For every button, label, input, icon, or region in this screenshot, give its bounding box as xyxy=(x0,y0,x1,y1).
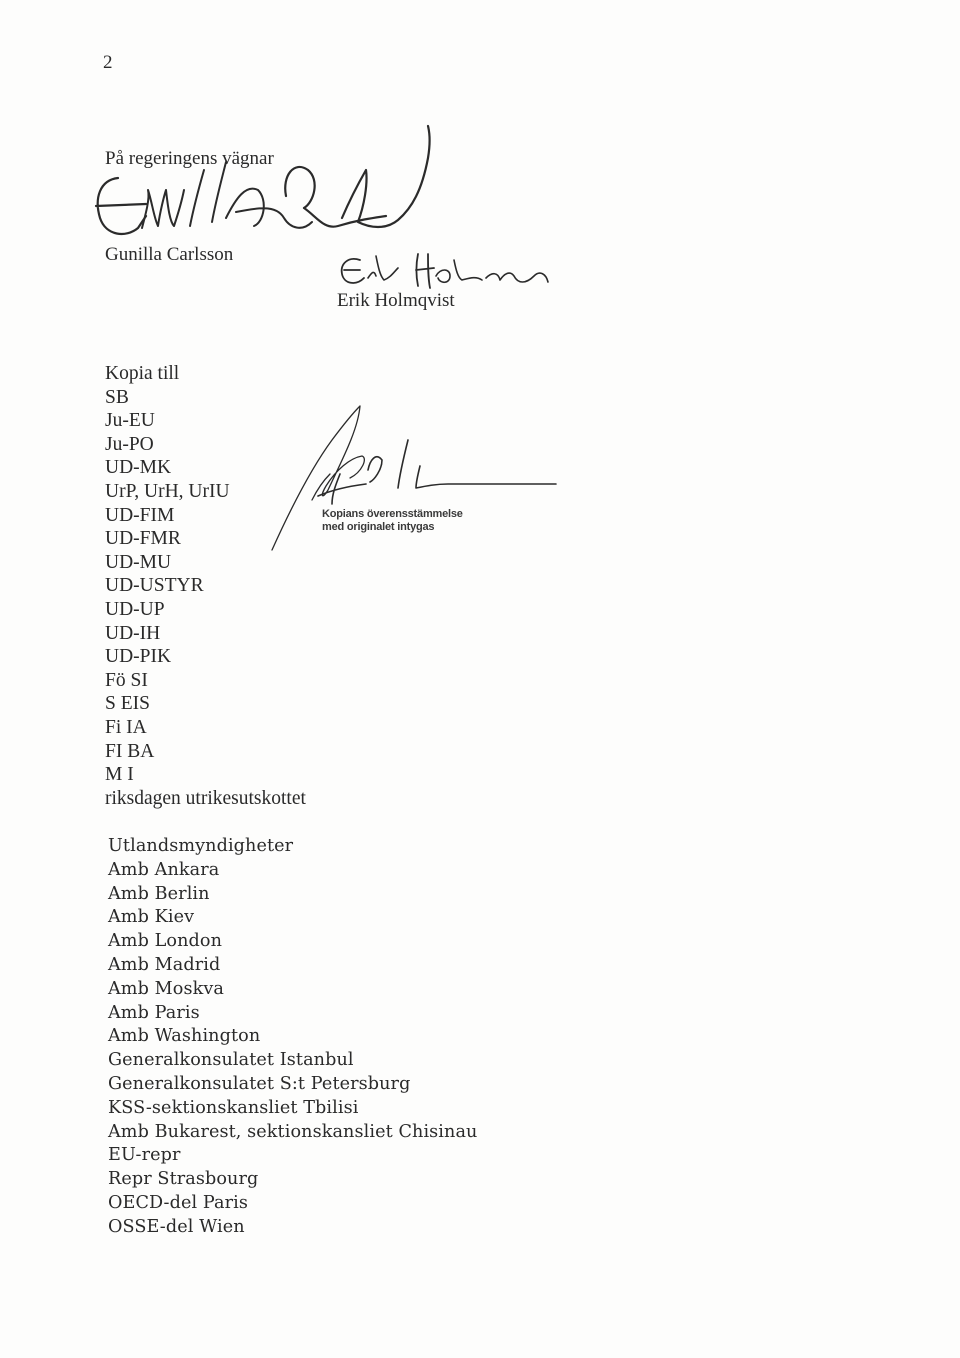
signatory-name-erik: Erik Holmqvist xyxy=(337,290,455,311)
list-item: Fö SI xyxy=(105,669,148,691)
list-heading-utlandsmyndigheter: Utlandsmyndigheter xyxy=(108,836,294,856)
certification-signature xyxy=(270,400,560,560)
list-item: UD-FMR xyxy=(105,528,181,550)
list-item: S EIS xyxy=(105,693,150,715)
list-item: UD-MK xyxy=(105,457,172,479)
stamp-line-1: Kopians överensstämmelse xyxy=(322,508,463,520)
signature-gunilla-carlsson xyxy=(86,118,431,248)
list-item: Amb Madrid xyxy=(108,954,221,975)
list-item: Amb Ankara xyxy=(108,859,220,880)
utlandsmyndigheter-list xyxy=(108,835,477,1240)
list-item: OECD-del Paris xyxy=(108,1192,249,1213)
list-heading-kopia-till: Kopia till xyxy=(105,363,180,384)
list-item: Fi IA xyxy=(105,716,147,738)
list-item: Amb Bukarest, sektionskansliet Chisinau xyxy=(108,1121,478,1142)
list-item: Amb Kiev xyxy=(108,907,195,928)
list-item: SB xyxy=(105,386,129,408)
list-item: Amb Paris xyxy=(108,1002,200,1023)
list-item: UD-PIK xyxy=(105,646,172,668)
list-item: UD-MU xyxy=(105,551,172,573)
list-item: KSS-sektionskansliet Tbilisi xyxy=(108,1097,359,1118)
greeting-line: På regeringens vägnar xyxy=(105,148,274,169)
copy-certification-stamp xyxy=(322,508,463,534)
list-item: OSSE-del Wien xyxy=(108,1216,245,1237)
list-item: riksdagen utrikesutskottet xyxy=(105,787,306,809)
list-item: Amb London xyxy=(108,931,223,952)
list-item: Generalkonsulatet Istanbul xyxy=(108,1050,354,1071)
list-item: UD-IH xyxy=(105,622,161,644)
list-item: UrP, UrH, UrIU xyxy=(105,480,230,502)
list-item: Amb Washington xyxy=(108,1026,261,1047)
stamp-line-2: med originalet intygas xyxy=(322,521,435,533)
signatory-name-gunilla: Gunilla Carlsson xyxy=(105,244,234,265)
list-item: Repr Strasbourg xyxy=(108,1169,259,1190)
list-item: Amb Berlin xyxy=(108,883,210,904)
list-item: UD-UP xyxy=(105,598,165,620)
list-item: Ju-PO xyxy=(105,433,154,455)
list-item: Ju-EU xyxy=(105,410,155,432)
list-item: UD-USTYR xyxy=(105,575,204,597)
list-item: Amb Moskva xyxy=(108,978,224,999)
list-item: EU-repr xyxy=(108,1145,181,1166)
list-item: FI BA xyxy=(105,740,155,762)
list-item: M I xyxy=(105,764,134,786)
list-item: UD-FIM xyxy=(105,504,175,526)
page-number: 2 xyxy=(103,52,113,73)
list-item: Generalkonsulatet S:t Petersburg xyxy=(108,1073,411,1094)
